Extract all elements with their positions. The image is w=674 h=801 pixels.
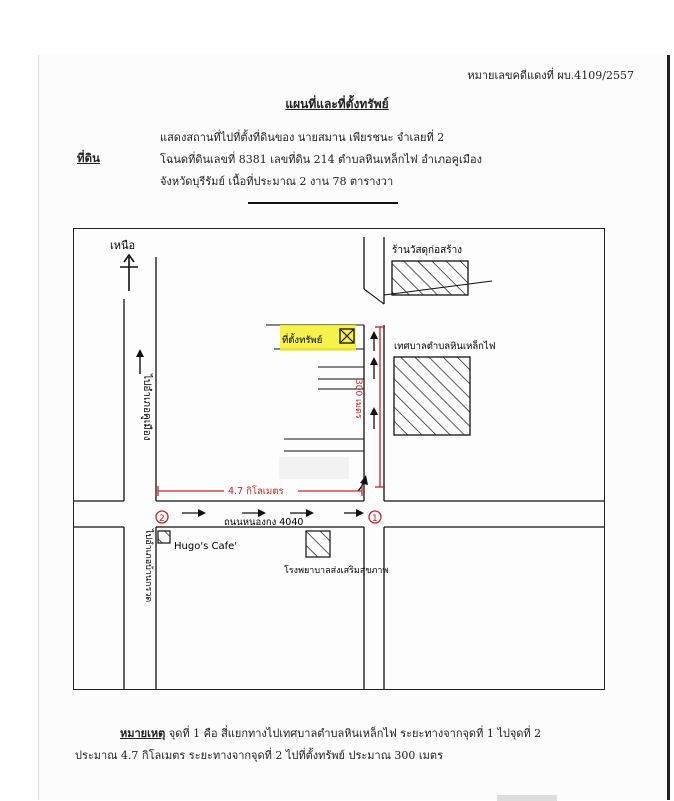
north-label: เหนือ [110,239,136,252]
redaction-patch [279,457,349,479]
label-point-1: 1 [372,514,378,524]
main-road-arrows [182,509,364,517]
right-road [364,237,384,689]
map-canvas [74,229,604,689]
label-distance-300m: 300 เมตร [353,379,363,419]
page-edge [667,55,670,800]
label-top-right-shop: ร้านวัสดุก่อสร้าง [392,245,463,256]
arrow-up-left-road-icon [136,349,144,374]
note-line-1 [120,724,541,742]
cafe-building [158,531,170,543]
note-line-2: ประมาณ 4.7 กิโลเมตร ระยะทางจากจุดที่ 2 ไปที่ตั้งทรัพย์ ประมาณ 300 เมตร [75,749,443,762]
label-subject-property: ที่ตั้งทรัพย์ [282,335,323,346]
note-text-1: จุดที่ 1 คือ สี่แยกทางไปเทศบาลตำบลหินเหล็กไฟ ระยะทางจากจุดที่ 1 ไปจุดที่ 2 [168,727,542,740]
shop-building [392,261,468,295]
document-title: แผนที่และที่ตั้งทรัพย์ [285,97,389,111]
label-cafe: Hugo's Cafe' [174,541,237,552]
label-main-road: ถนนหนองกง 4040 [224,517,304,528]
description-line-1: แสดงสถานที่ไปที่ตั้งที่ดินของ นายสมาน เพียรชนะ จำเลยที่ 2 [160,131,445,144]
case-number: หมายเลขคดีแดงที่ ผบ.4109/2557 [467,69,634,82]
title-rule [248,202,398,204]
main-road [74,501,604,527]
north-arrow-icon [120,255,138,291]
label-municipality: เทศบาลตำบลหินเหล็กไฟ [394,341,496,352]
cut-off-text [497,795,557,801]
left-road [124,257,156,689]
hand-drawn-map [73,228,605,690]
note-heading: หมายเหตุ [120,727,166,740]
label-hospital: โรงพยาบาลส่งเสริมสุขภาพ [284,566,389,576]
land-label: ที่ดิน [77,151,100,165]
label-left-road: ไปอำเภอคูเมือง [141,374,152,441]
hospital-building [306,531,330,557]
description-line-3: จังหวัดบุรีรัมย์ เนื้อที่ประมาณ 2 งาน 78 ตารางวา [160,175,394,188]
description-line-2: โฉนดที่ดินเลขที่ 8381 เลขที่ดิน 214 ตำบลหินเหล็กไฟ อำเภอคูเมือง [160,153,482,166]
label-left-lower-road: ไปอำเภอบ้านกรวด [143,529,153,603]
label-point-2: 2 [159,514,165,524]
municipality-building [394,357,470,435]
label-distance-47km: 4.7 กิโลเมตร [228,486,284,497]
